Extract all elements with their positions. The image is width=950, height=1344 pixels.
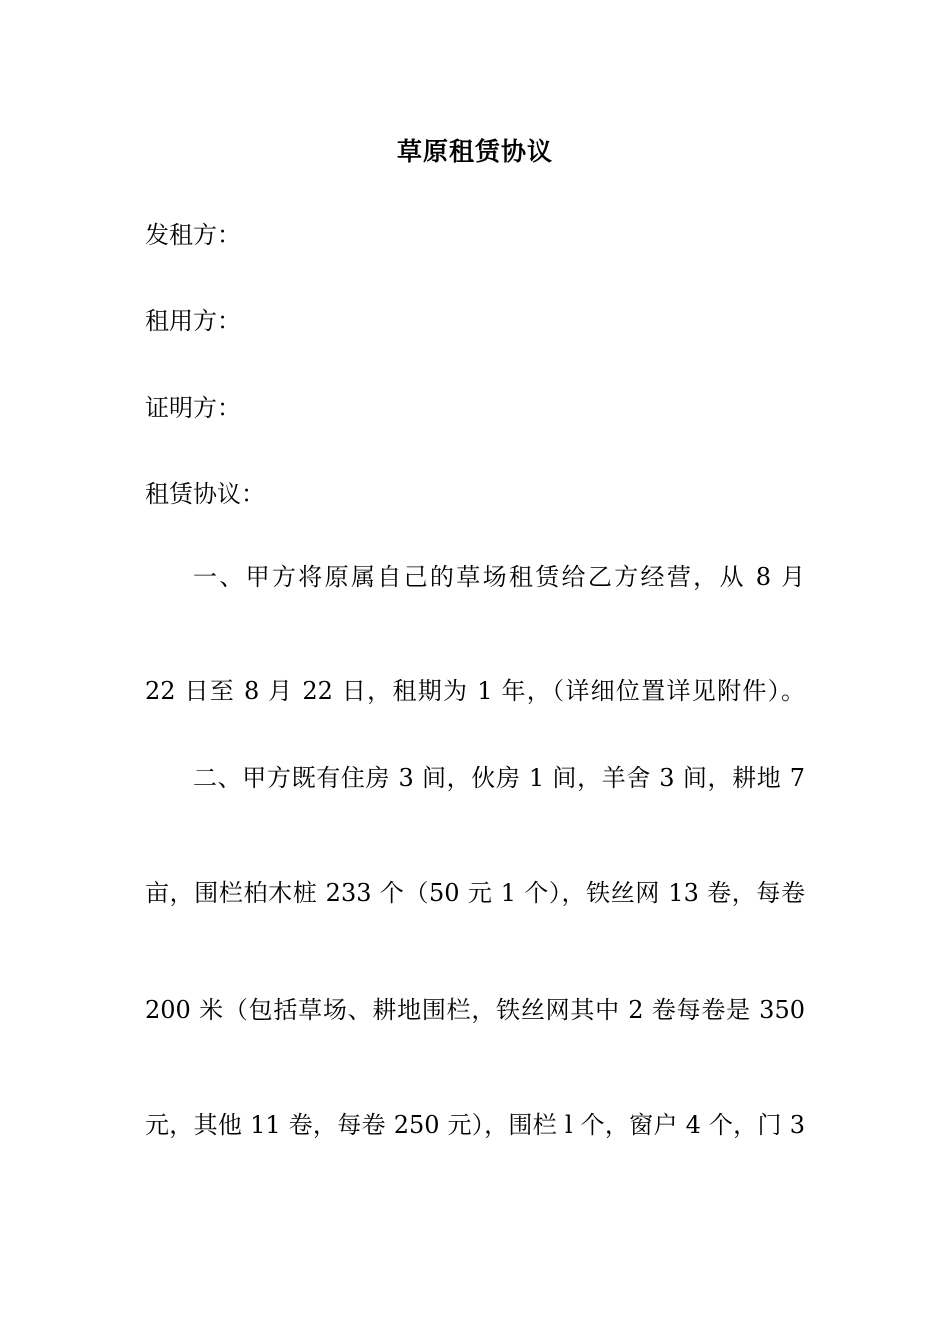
lessor-label: 发租方： [145, 221, 241, 249]
paragraph-1-line-2: 22 日至 8 月 22 日，租期为 1 年，（详细位置详见附件）。 [145, 677, 805, 705]
paragraph-2-line-4: 元，其他 11 卷，每卷 250 元），围栏 l 个，窗户 4 个，门 3 [145, 1111, 805, 1139]
paragraph-2-line-3: 200 米（包括草场、耕地围栏，铁丝网其中 2 卷每卷是 350 [145, 996, 805, 1024]
lessee-label: 租用方： [145, 307, 241, 335]
paragraph-1-line-1: 一、甲方将原属自己的草场租赁给乙方经营，从 8 月 [193, 563, 805, 591]
paragraph-2-line-2: 亩，围栏柏木桩 233 个（50 元 1 个），铁丝网 13 卷，每卷 [145, 879, 805, 907]
agreement-label: 租赁协议： [145, 480, 265, 508]
paragraph-2-line-1: 二、甲方既有住房 3 间，伙房 1 间，羊舍 3 间，耕地 7 [193, 764, 805, 792]
witness-label: 证明方： [145, 394, 241, 422]
document-title: 草原租赁协议 [396, 137, 553, 166]
